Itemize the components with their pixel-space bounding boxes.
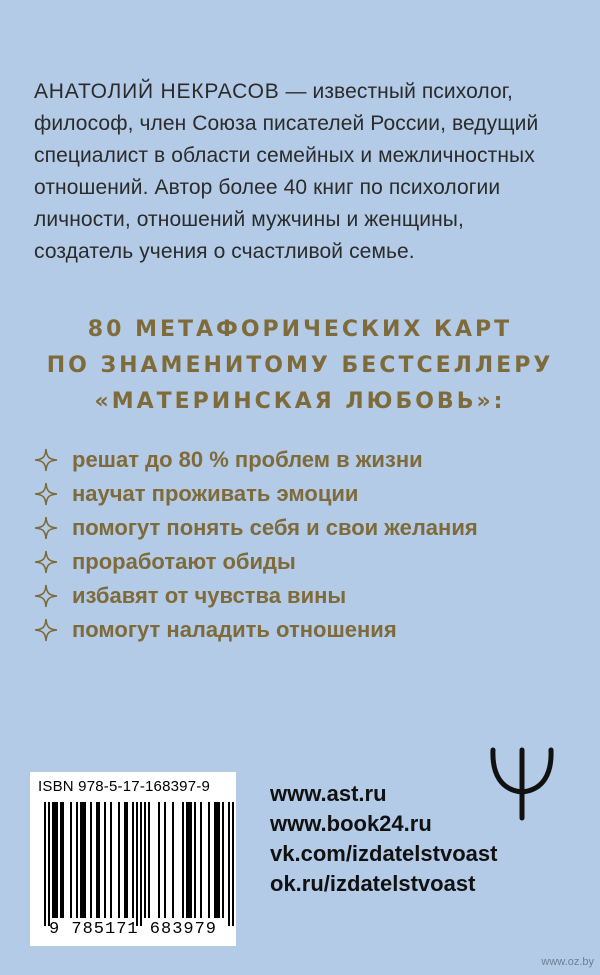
barcode-bar [132,802,134,918]
barcode-bar [98,802,100,918]
barcode-bar [82,802,84,918]
bio-line-2: философ, член Союза писателей России, ведущий [34,112,539,135]
author-bio [34,76,594,268]
benefit-text: научат проживать эмоции [72,481,359,506]
barcode-bar [54,802,56,918]
sparkle-icon [34,618,58,642]
barcode-bar [200,802,202,918]
barcode-bar [186,802,188,918]
headline-line-1: 80 МЕТАФОРИЧЕСКИХ КАРТ [87,317,513,342]
sparkle-icon [34,550,58,574]
barcode-bar [76,802,78,918]
author-name: АНАТОЛИЙ НЕКРАСОВ [34,80,280,103]
isbn-label: ISBN 978-5-17-168397-9 [38,778,211,795]
list-item [34,545,594,579]
barcode-bar [172,802,174,918]
barcode-bar [182,802,184,918]
barcode-bar [44,802,46,926]
barcode-bar [52,802,54,918]
link-ast[interactable]: www.ast.ru [270,781,387,806]
link-vk[interactable]: vk.com/izdatelstvoast [270,841,498,866]
barcode-bar [104,802,106,918]
barcode-bar [218,802,220,918]
barcode-bar [90,802,92,918]
benefit-text: помогут понять себя и свои желания [72,515,478,540]
barcode-bar [222,802,224,918]
barcode-bar [70,802,72,918]
psi-icon [487,744,557,822]
barcode-bar [144,802,146,918]
barcode-bar [136,802,138,926]
barcode-bar [194,802,196,918]
barcode-digits: 9 785171 683979 [48,920,218,939]
benefit-text: помогут наладить отношения [72,617,397,642]
barcode-bar [48,802,50,926]
publisher-links [270,779,497,899]
benefit-text: избавят от чувства вины [72,583,347,608]
sparkle-icon [34,516,58,540]
barcode-bar [148,802,150,918]
barcode-bar [228,802,230,926]
list-item [34,477,594,511]
barcode-bar [110,802,112,918]
barcode-panel [30,772,236,946]
barcode-bar [62,802,64,918]
link-ok[interactable]: ok.ru/izdatelstvoast [270,871,476,896]
barcode-bar [80,802,82,918]
sparkle-icon [34,482,58,506]
barcode-bar [214,802,216,918]
barcode-bar [140,802,142,926]
cards-headline [0,312,600,420]
benefit-text: проработают обиды [72,549,296,574]
barcode-bar [232,802,234,926]
barcode-bar [208,802,210,918]
barcode-bar [118,802,120,918]
bio-line-6: создатель учения о счастливой семье. [34,240,415,263]
list-item [34,511,594,545]
benefits-list [34,443,594,647]
sparkle-icon [34,584,58,608]
bio-line-5: личности, отношений мужчины и женщины, [34,208,464,231]
bio-line-4: отношений. Автор более 40 книг по психологии [34,176,501,199]
barcode-bar [188,802,190,918]
barcode-bar [56,802,58,918]
barcode-bar [158,802,160,918]
barcode-bar [96,802,98,918]
sparkle-icon [34,448,58,472]
barcode-bar [126,802,128,918]
barcode-bar [190,802,192,918]
barcode-bar [84,802,86,918]
list-item [34,443,594,477]
bio-line-1: АНАТОЛИЙ НЕКРАСОВ — известный психолог, [34,80,513,103]
barcode-bar [124,802,126,918]
list-item [34,613,594,647]
benefit-text: решат до 80 % проблем в жизни [72,447,423,472]
headline-line-3: «МАТЕРИНСКАЯ ЛЮБОВЬ»: [94,389,506,414]
list-item [34,579,594,613]
headline-line-2: ПО ЗНАМЕНИТОМУ БЕСТСЕЛЛЕРУ [46,353,554,378]
bio-line-3: специалист в области семейных и межличностных [34,144,535,167]
barcode-bar [164,802,166,918]
barcode-bar [216,802,218,918]
link-book24[interactable]: www.book24.ru [270,811,432,836]
watermark: www.oz.by [541,956,594,968]
barcode-bar [60,802,62,918]
